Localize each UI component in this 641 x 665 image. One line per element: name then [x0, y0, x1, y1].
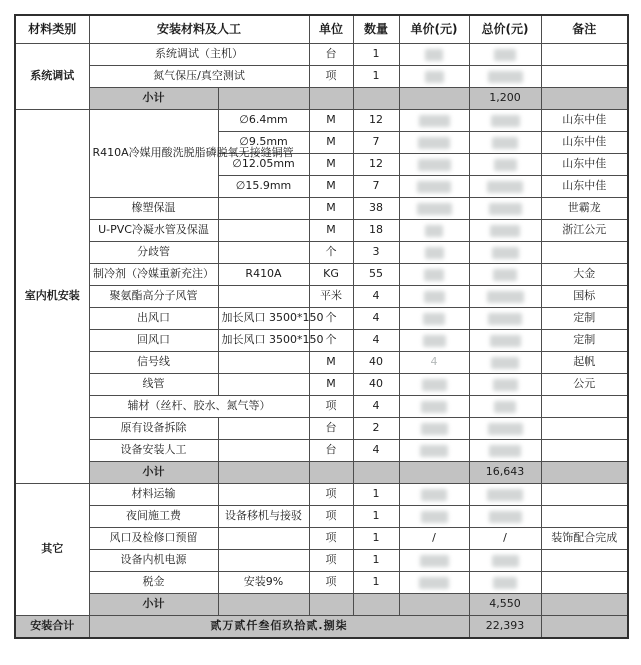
unit-price-cell [399, 198, 469, 220]
qty-cell: 55 [353, 264, 399, 286]
redacted-value-patch [421, 423, 448, 435]
unit-cell: 个 [309, 330, 353, 352]
subtotal-spec-spacer [218, 594, 309, 616]
item-row [15, 308, 628, 330]
item-spec-cell [218, 352, 309, 374]
unit-price-cell [399, 396, 469, 418]
item-row [15, 418, 628, 440]
total-price-cell [469, 286, 541, 308]
subtotal-qty-spacer [353, 462, 399, 484]
grand-total-row [15, 616, 628, 639]
item-spec-cell: ∅9.5mm [218, 132, 309, 154]
item-spec-cell: ∅12.05mm [218, 154, 309, 176]
col-header-item: 安装材料及人工 [89, 15, 309, 44]
qty-cell: 1 [353, 44, 399, 66]
redacted-value-patch [488, 313, 522, 325]
redacted-value-patch [494, 401, 516, 413]
redacted-value-patch [421, 489, 447, 501]
col-header-category: 材料类别 [15, 15, 89, 44]
item-row [15, 286, 628, 308]
remark-cell [541, 396, 628, 418]
total-price-cell [469, 198, 541, 220]
subtotal-unit-spacer [309, 462, 353, 484]
redacted-value-patch [493, 269, 517, 281]
redacted-value-patch [421, 511, 448, 523]
qty-cell: 1 [353, 572, 399, 594]
qty-cell: 1 [353, 66, 399, 88]
total-price-cell [469, 396, 541, 418]
redacted-value-patch [491, 357, 519, 369]
remark-cell: 山东中佳 [541, 110, 628, 132]
installation-quote-table [14, 14, 629, 639]
item-row [15, 264, 628, 286]
item-row [15, 44, 628, 66]
redacted-value-patch [417, 203, 452, 215]
redacted-value-patch [487, 489, 523, 501]
item-name-cell: 系统调试（主机） [89, 44, 309, 66]
item-name-cell: 回风口 [89, 330, 218, 352]
total-price-cell [469, 418, 541, 440]
total-price-cell [469, 506, 541, 528]
unit-cell: 个 [309, 242, 353, 264]
unit-price-cell [399, 572, 469, 594]
qty-cell: 18 [353, 220, 399, 242]
item-name-cell: 信号线 [89, 352, 218, 374]
unit-cell: 台 [309, 418, 353, 440]
redacted-value-patch [494, 159, 517, 171]
unit-cell: M [309, 176, 353, 198]
subtotal-unit-spacer [309, 88, 353, 110]
item-name-cell: 风口及检修口预留 [89, 528, 218, 550]
redacted-value-patch [489, 203, 522, 215]
subtotal-remark-spacer [541, 594, 628, 616]
redacted-value-patch [492, 247, 519, 259]
subtotal-label: 小计 [89, 88, 218, 110]
unit-cell: 项 [309, 506, 353, 528]
unit-cell: 台 [309, 440, 353, 462]
total-price-cell: / [469, 528, 541, 550]
qty-cell: 1 [353, 550, 399, 572]
remark-cell [541, 572, 628, 594]
item-spec-cell [218, 550, 309, 572]
qty-cell: 4 [353, 286, 399, 308]
redacted-value-patch [419, 115, 450, 127]
unit-price-cell [399, 286, 469, 308]
item-spec-cell [218, 528, 309, 550]
remark-cell: 定制 [541, 330, 628, 352]
unit-price-cell [399, 484, 469, 506]
qty-cell: 12 [353, 154, 399, 176]
item-row [15, 242, 628, 264]
subtotal-unit-spacer [309, 594, 353, 616]
item-spec-cell: 安装9% [218, 572, 309, 594]
qty-cell: 7 [353, 132, 399, 154]
total-price-cell [469, 44, 541, 66]
remark-cell [541, 418, 628, 440]
redacted-value-patch [419, 577, 449, 589]
total-price-cell [469, 176, 541, 198]
unit-price-cell [399, 330, 469, 352]
qty-cell: 1 [353, 528, 399, 550]
category-cell: 其它 [15, 484, 89, 616]
redacted-value-patch [425, 225, 443, 237]
redacted-value-patch [425, 71, 444, 83]
item-name-cell: 出风口 [89, 308, 218, 330]
total-price-cell [469, 572, 541, 594]
qty-cell: 40 [353, 374, 399, 396]
item-row [15, 374, 628, 396]
redacted-value-patch [487, 291, 524, 303]
redacted-value-patch [424, 291, 445, 303]
unit-price-cell [399, 110, 469, 132]
redacted-value-patch [489, 445, 521, 457]
subtotal-row [15, 462, 628, 484]
item-name-cell: 制冷剂（冷媒重新充注） [89, 264, 218, 286]
item-spec-cell: R410A [218, 264, 309, 286]
total-price-cell [469, 484, 541, 506]
grand-total-value: 22,393 [469, 616, 541, 639]
remark-cell: 国标 [541, 286, 628, 308]
total-price-cell [469, 110, 541, 132]
item-name-cell: 设备内机电源 [89, 550, 218, 572]
remark-cell: 世霸龙 [541, 198, 628, 220]
unit-price-cell [399, 550, 469, 572]
col-header-remark: 备注 [541, 15, 628, 44]
redacted-value-patch [423, 313, 445, 325]
unit-price-cell: / [399, 528, 469, 550]
qty-cell: 4 [353, 396, 399, 418]
item-name-cell: 聚氨酯高分子风管 [89, 286, 218, 308]
unit-cell: 平米 [309, 286, 353, 308]
unit-price-cell [399, 176, 469, 198]
subtotal-spec-spacer [218, 462, 309, 484]
unit-price-cell [399, 220, 469, 242]
subtotal-label: 小计 [89, 462, 218, 484]
unit-cell: 项 [309, 550, 353, 572]
redacted-value-patch [490, 225, 520, 237]
remark-cell: 起帆 [541, 352, 628, 374]
remark-cell [541, 440, 628, 462]
qty-cell: 3 [353, 242, 399, 264]
total-price-cell [469, 132, 541, 154]
unit-cell: M [309, 198, 353, 220]
unit-cell: M [309, 132, 353, 154]
unit-cell: 个 [309, 308, 353, 330]
unit-cell: 项 [309, 484, 353, 506]
redacted-value-patch [423, 335, 446, 347]
grand-total-label: 安装合计 [15, 616, 89, 639]
item-spec-cell: 加长风口 3500*150 [218, 308, 309, 330]
qty-cell: 12 [353, 110, 399, 132]
item-row [15, 572, 628, 594]
col-header-unit-price: 单价(元) [399, 15, 469, 44]
unit-cell: M [309, 352, 353, 374]
redacted-value-patch [494, 49, 516, 61]
unit-price-cell: 4 [399, 352, 469, 374]
item-row [15, 220, 628, 242]
item-name-cell: 设备安装人工 [89, 440, 218, 462]
remark-cell [541, 550, 628, 572]
redacted-value-patch [488, 71, 523, 83]
qty-cell: 1 [353, 506, 399, 528]
item-row [15, 330, 628, 352]
redacted-value-patch [488, 423, 523, 435]
redacted-value-patch [417, 181, 451, 193]
remark-cell: 大金 [541, 264, 628, 286]
redacted-value-patch [487, 181, 523, 193]
redacted-value-patch [424, 269, 444, 281]
subtotal-remark-spacer [541, 462, 628, 484]
redacted-value-patch [421, 401, 447, 413]
category-cell: 系统调试 [15, 44, 89, 110]
subtotal-label: 小计 [89, 594, 218, 616]
redacted-value-patch [489, 511, 522, 523]
total-price-cell [469, 66, 541, 88]
redacted-value-patch [492, 555, 519, 567]
item-spec-cell [218, 418, 309, 440]
subtotal-remark-spacer [541, 88, 628, 110]
remark-cell: 装饰配合完成 [541, 528, 628, 550]
unit-price-cell [399, 44, 469, 66]
item-name-cell: 辅材（丝杆、胶水、氮气等） [89, 396, 309, 418]
category-cell: 室内机安装 [15, 110, 89, 484]
redacted-value-patch [491, 115, 520, 127]
unit-price-cell [399, 374, 469, 396]
item-name-cell: 税金 [89, 572, 218, 594]
total-price-cell [469, 308, 541, 330]
item-name-cell: 分歧管 [89, 242, 218, 264]
remark-cell: 公元 [541, 374, 628, 396]
unit-price-cell [399, 132, 469, 154]
unit-price-cell [399, 308, 469, 330]
remark-cell: 山东中佳 [541, 132, 628, 154]
item-spec-cell [218, 374, 309, 396]
subtotal-unit-price-spacer [399, 462, 469, 484]
item-spec-cell: ∅15.9mm [218, 176, 309, 198]
col-header-qty: 数量 [353, 15, 399, 44]
redacted-value-patch [492, 137, 518, 149]
remark-cell [541, 66, 628, 88]
unit-cell: 台 [309, 44, 353, 66]
amount-in-words: 贰万贰仟叁佰玖拾贰.捌柒 [89, 616, 469, 639]
item-name-cell: 氮气保压/真空测试 [89, 66, 309, 88]
remark-cell [541, 506, 628, 528]
item-row [15, 440, 628, 462]
item-name-cell: 材料运输 [89, 484, 218, 506]
redacted-value-patch [425, 49, 443, 61]
item-row [15, 550, 628, 572]
subtotal-qty-spacer [353, 594, 399, 616]
total-price-cell [469, 242, 541, 264]
unit-price-cell [399, 66, 469, 88]
unit-cell: M [309, 220, 353, 242]
total-price-cell [469, 220, 541, 242]
subtotal-value: 16,643 [469, 462, 541, 484]
item-name-cell: 夜间施工费 [89, 506, 218, 528]
qty-cell: 4 [353, 308, 399, 330]
subtotal-spec-spacer [218, 88, 309, 110]
remark-cell [541, 242, 628, 264]
redacted-value-patch [418, 137, 450, 149]
unit-price-cell [399, 154, 469, 176]
item-row [15, 198, 628, 220]
qty-cell: 1 [353, 484, 399, 506]
total-price-cell [469, 374, 541, 396]
remark-cell [541, 484, 628, 506]
item-spec-cell: 加长风口 3500*150 [218, 330, 309, 352]
item-name-cell: R410A冷媒用酸洗脱脂磷脱氧无接缝铜管 [89, 110, 218, 198]
redacted-value-patch [490, 335, 521, 347]
item-row [15, 352, 628, 374]
item-row [15, 396, 628, 418]
redacted-value-patch [425, 247, 444, 259]
item-spec-cell [218, 242, 309, 264]
header-row [15, 15, 628, 44]
total-price-cell [469, 330, 541, 352]
unit-price-cell [399, 440, 469, 462]
total-price-cell [469, 352, 541, 374]
remark-cell: 山东中佳 [541, 176, 628, 198]
unit-cell: 项 [309, 572, 353, 594]
item-spec-cell [218, 484, 309, 506]
item-row [15, 528, 628, 550]
item-name-cell: 橡塑保温 [89, 198, 218, 220]
total-price-cell [469, 440, 541, 462]
unit-cell: 项 [309, 396, 353, 418]
redacted-value-patch [493, 379, 518, 391]
item-row [15, 66, 628, 88]
unit-cell: M [309, 110, 353, 132]
subtotal-qty-spacer [353, 88, 399, 110]
qty-cell: 7 [353, 176, 399, 198]
subtotal-unit-price-spacer [399, 594, 469, 616]
unit-price-cell [399, 418, 469, 440]
total-price-cell [469, 550, 541, 572]
qty-cell: 4 [353, 440, 399, 462]
qty-cell: 4 [353, 330, 399, 352]
total-price-cell [469, 264, 541, 286]
redacted-value-patch [420, 445, 448, 457]
qty-cell: 2 [353, 418, 399, 440]
unit-cell: M [309, 374, 353, 396]
item-spec-cell: ∅6.4mm [218, 110, 309, 132]
item-name-cell: U-PVC冷凝水管及保温 [89, 220, 218, 242]
item-name-cell: 线管 [89, 374, 218, 396]
item-spec-cell: 设备移机与接驳 [218, 506, 309, 528]
remark-cell: 定制 [541, 308, 628, 330]
unit-price-cell [399, 264, 469, 286]
remark-cell: 浙江公元 [541, 220, 628, 242]
unit-cell: 项 [309, 66, 353, 88]
item-spec-cell [218, 286, 309, 308]
qty-cell: 38 [353, 198, 399, 220]
remark-cell [541, 44, 628, 66]
remark-cell: 山东中佳 [541, 154, 628, 176]
col-header-unit: 单位 [309, 15, 353, 44]
unit-price-cell [399, 506, 469, 528]
redacted-value-patch [420, 555, 449, 567]
unit-cell: M [309, 154, 353, 176]
subtotal-value: 4,550 [469, 594, 541, 616]
subtotal-value: 1,200 [469, 88, 541, 110]
item-name-cell: 原有设备拆除 [89, 418, 218, 440]
subtotal-unit-price-spacer [399, 88, 469, 110]
col-header-total-price: 总价(元) [469, 15, 541, 44]
unit-price-cell [399, 242, 469, 264]
grand-total-remark [541, 616, 628, 639]
subtotal-row [15, 594, 628, 616]
subtotal-row [15, 88, 628, 110]
item-spec-cell [218, 220, 309, 242]
total-price-cell [469, 154, 541, 176]
redacted-value-patch [418, 159, 451, 171]
redacted-value-patch [493, 577, 517, 589]
qty-cell: 40 [353, 352, 399, 374]
unit-cell: KG [309, 264, 353, 286]
item-row [15, 484, 628, 506]
unit-cell: 项 [309, 528, 353, 550]
item-row [15, 110, 628, 132]
item-spec-cell [218, 440, 309, 462]
item-row [15, 506, 628, 528]
item-spec-cell [218, 198, 309, 220]
redacted-value-patch [422, 379, 447, 391]
